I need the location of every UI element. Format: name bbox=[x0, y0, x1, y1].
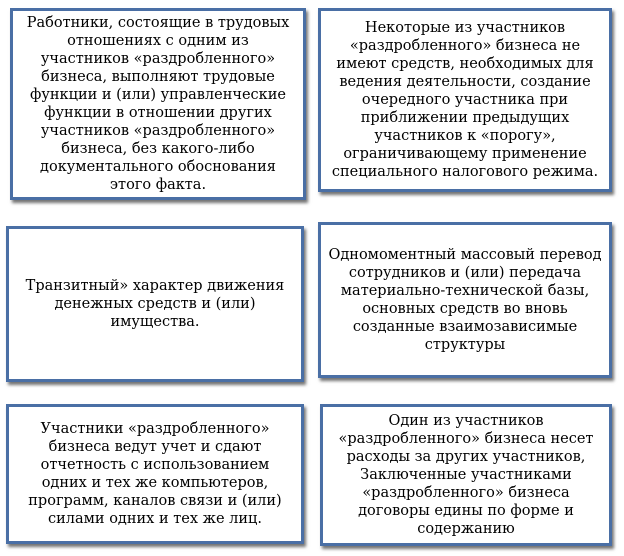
box-text: Одномоментный массовый перевод сотрудников и (или) передача материально-технической базы, основных средств во вновь созданные взаимозависимые структуры bbox=[328, 247, 602, 353]
box-text: Некоторые из участников «раздробленного» бизнеса не имеют средств, необходимых для ведения деятельности, создание очередного участника при приближении предыдущих участников к «порогу», ограничивающему применение специального налогового режима. bbox=[331, 20, 599, 180]
transit-funds-movement-box bbox=[6, 226, 304, 382]
participants-lack-resources-box bbox=[318, 8, 612, 192]
box-text: Участники «раздробленного» бизнеса ведут учет и сдают отчетность с использованием одних и тех же компьютеров, программ, каналов связи и (или) силами одних и тех же лиц. bbox=[28, 421, 282, 527]
employees-shared-functions-box bbox=[10, 8, 306, 200]
box-text: Один из участников «раздробленного» бизнеса несет расходы за других участников, Заключенные участниками «раздробленного» бизнеса договоры едины по форме и содержанию bbox=[338, 413, 594, 537]
mass-transfer-employees-box bbox=[318, 222, 612, 378]
shared-expenses-contracts-box bbox=[320, 404, 612, 546]
shared-accounting-box bbox=[6, 404, 304, 544]
box-text: Работники, состоящие в трудовых отношениях с одним из участников «раздробленного» бизнеса, выполняют трудовые функции и (или) управленческие функции в отношении других участников «раздробленного» бизнеса, без какого-либо документального обоснования этого факта. bbox=[26, 15, 290, 193]
box-text: Транзитный» характер движения денежных средств и (или) имущества. bbox=[25, 278, 285, 330]
